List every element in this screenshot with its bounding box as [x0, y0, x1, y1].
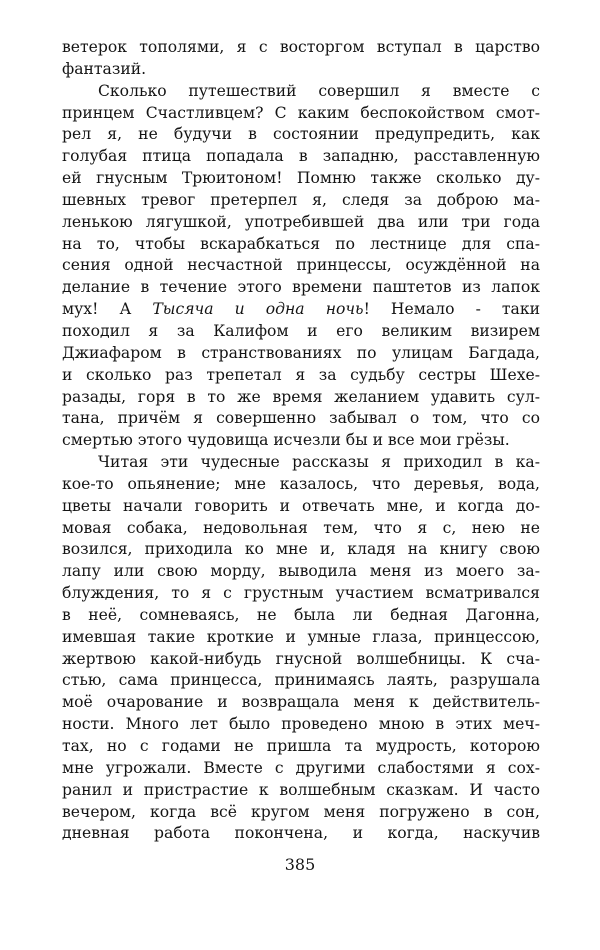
text-line: ности. Много лет было проведено мною в этих меч- [62, 715, 540, 734]
text-line: принцем Счастливцем? С каким беспокойством смот- [62, 103, 540, 122]
text-line: в неё, сомневаясь, не была ли бедная Дагонна, [62, 605, 540, 624]
text-line: походил я за Калифом и его великим визирем [62, 321, 540, 340]
text-line: ленькою лягушкой, употребившей два или три года [62, 212, 540, 231]
text-line: кое-то опьянение; мне казалось, что деревья, вода, [62, 474, 540, 493]
italic-title: Тысяча и одна ночь [152, 300, 364, 319]
text-line: мне угрожали. Вместе с другими слабостями я сох- [62, 758, 540, 777]
text-line: смертью этого чудовища исчезли бы и все мои грёзы. [62, 431, 510, 450]
text-line: разады, горя в то же время желанием удавить сул- [62, 387, 540, 406]
text-line: рел я, не будучи в состоянии предупредить, как [62, 125, 540, 144]
text-line: возился, приходила ко мне и, кладя на книгу свою [62, 540, 540, 559]
text-line: Джиафаром в странствованиях по улицам Багдада, [62, 343, 540, 362]
text-line: имевшая такие кроткие и умные глаза, принцессою, [62, 627, 540, 646]
text-line: ветерок тополями, я с восторгом вступал в царство [62, 38, 540, 56]
text-segment: ! Немало - таки [363, 300, 540, 319]
text-line: сения одной несчастной принцессы, осуждённой на [62, 256, 540, 275]
text-line: ранил и пристрастие к волшебным сказкам. И часто [62, 780, 540, 799]
text-line: моё очарование и возвращала меня к действитель- [62, 693, 540, 712]
text-line: голубая птица попадала в западню, расставленную [62, 147, 540, 166]
text-line: тана, причём я совершенно забывал о том, что со [62, 409, 540, 428]
text-line: мовая собака, недовольная тем, что я с, нею не [62, 518, 540, 537]
text-line: стью, сама принцесса, принимаясь лаять, разрушала [62, 671, 540, 690]
page-number: 385 [284, 855, 316, 874]
text-line: жертвою какой-нибудь гнусной волшебницы. К сча- [62, 649, 540, 668]
text-line: фантазий. [62, 59, 147, 78]
text-line: блуждения, то я с грустным участием всматривался [62, 584, 540, 603]
text-line: и сколько раз трепетал я за судьбу сестры Шехе- [62, 365, 540, 384]
text-line: на то, чтобы вскарабкаться по лестнице для спа- [62, 234, 540, 253]
paragraph [62, 37, 540, 81]
text-line: Сколько путешествий совершил я вместе с [98, 81, 540, 100]
text-line: ей гнусным Трюитоном! Помню также сколько ду- [62, 169, 540, 188]
text-line: цветы начали говорить и отвечать мне, и когда до- [62, 496, 540, 515]
text-segment: мух! А [62, 300, 153, 319]
text-line [62, 299, 540, 321]
text-line: делание в течение этого времени паштетов из лапок [62, 278, 540, 297]
text-line: Читая эти чудесные рассказы я приходил в ка- [98, 453, 540, 472]
text-line: тах, но с годами не пришла та мудрость, которою [62, 737, 540, 755]
text-line: вечером, когда всё кругом меня погружено в сон, [62, 802, 540, 821]
paragraph [62, 81, 540, 452]
book-page-text [62, 37, 540, 845]
text-line: дневная работа покончена, и когда, наскучив [62, 824, 540, 843]
text-line: лапу или свою морду, выводила меня из моего за- [62, 562, 540, 581]
paragraph [62, 452, 540, 845]
text-line: шевных тревог претерпел я, следя за доброю ма- [62, 190, 540, 209]
